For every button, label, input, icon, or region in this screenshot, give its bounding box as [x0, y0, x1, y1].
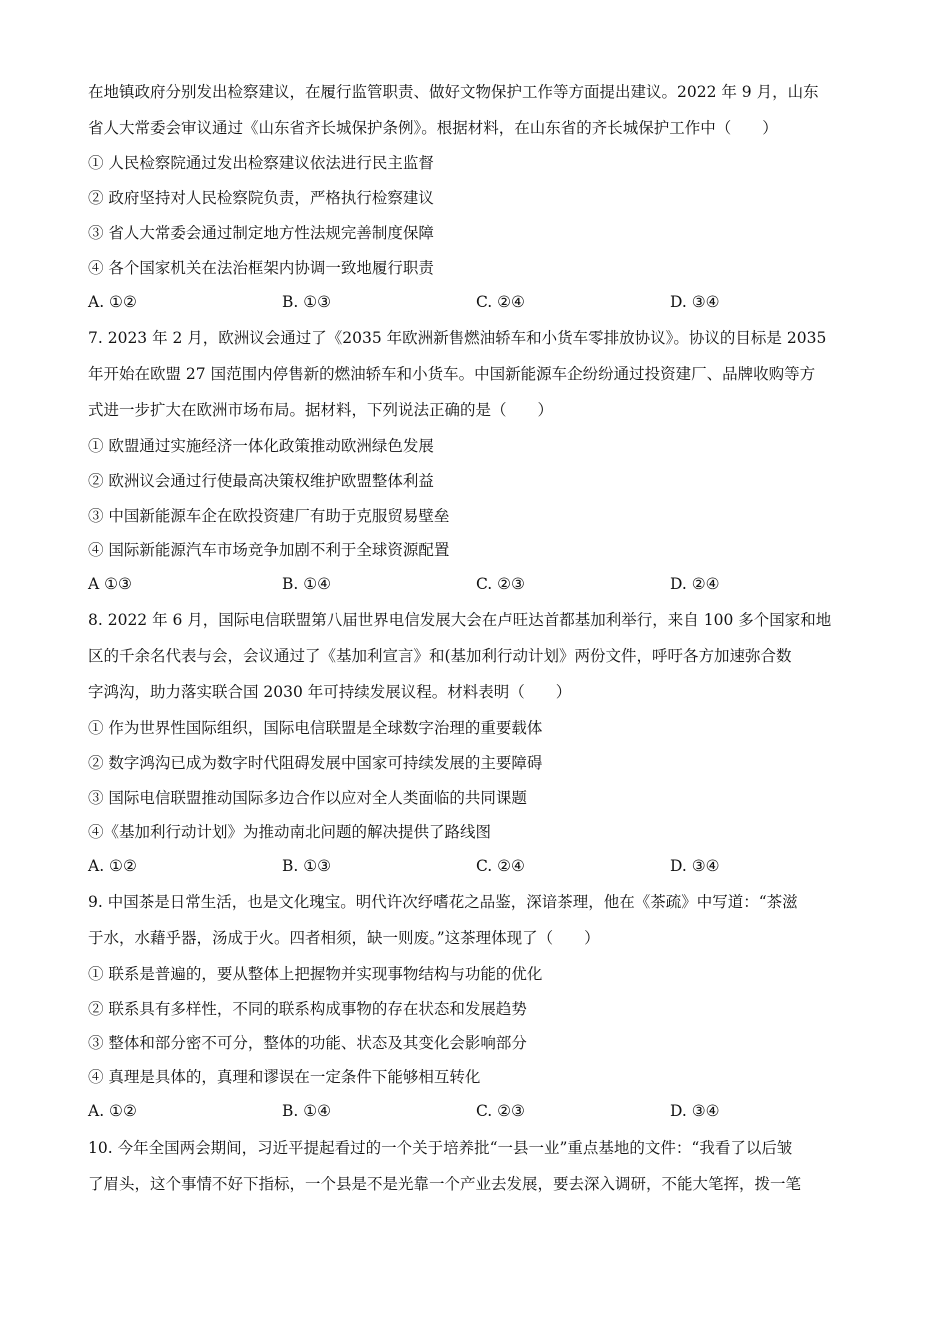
q7-item-3: ③ 中国新能源车企在欧投资建厂有助于克服贸易壁垒: [88, 507, 450, 525]
q9-choice-c: C. ②③: [476, 1102, 525, 1120]
q6-item-4: ④ 各个国家机关在法治框架内协调一致地履行职责: [88, 259, 434, 277]
q9-choice-d: D. ③④: [670, 1102, 720, 1120]
q8-item-3: ③ 国际电信联盟推动国际多边合作以应对全人类面临的共同课题: [88, 789, 527, 807]
q9-item-1: ① 联系是普遍的，要从整体上把握物并实现事物结构与功能的优化: [88, 965, 543, 983]
q7-item-1: ① 欧盟通过实施经济一体化政策推动欧洲绿色发展: [88, 437, 434, 455]
q9-stem-line-1: 9. 中国茶是日常生活，也是文化瑰宝。明代许次纾嗜花之品鉴，深谙茶理，他在《茶疏》中写道：“茶滋: [88, 893, 798, 911]
q7-choice-d: D. ②④: [670, 575, 720, 593]
q6-stem-line-1: 在地镇政府分别发出检察建议，在履行监管职责、做好文物保护工作等方面提出建议。2022 年 9 月，山东: [88, 83, 819, 101]
q7-choice-c: C. ②③: [476, 575, 525, 593]
q7-choice-b: B. ①④: [282, 575, 332, 593]
q7-stem-line-2: 年开始在欧盟 27 国范围内停售新的燃油轿车和小货车。中国新能源车企纷纷通过投资建厂、品牌收购等方: [88, 365, 816, 383]
q6-choice-d: D. ③④: [670, 293, 720, 311]
q10-stem-line-1: 10. 今年全国两会期间，习近平提起看过的一个关于培养批“一县一业”重点基地的文件：“我看了以后皱: [88, 1139, 793, 1157]
q7-item-4: ④ 国际新能源汽车市场竞争加剧不利于全球资源配置: [88, 541, 450, 559]
q8-stem-line-3: 字鸿沟，助力落实联合国 2030 年可持续发展议程。材料表明（ ）: [88, 683, 572, 701]
q6-stem-line-2: 省人大常委会审议通过《山东省齐长城保护条例》。根据材料，在山东省的齐长城保护工作中（ ）: [88, 119, 778, 137]
q7-choice-a: A ①③: [88, 575, 132, 593]
q9-choice-a: A. ①②: [88, 1102, 137, 1120]
q8-choice-c: C. ②④: [476, 857, 525, 875]
q9-choice-b: B. ①④: [282, 1102, 332, 1120]
q8-item-4: ④《基加利行动计划》为推动南北问题的解决提供了路线图: [88, 823, 492, 841]
q6-item-3: ③ 省人大常委会通过制定地方性法规完善制度保障: [88, 224, 434, 242]
q7-stem-line-1: 7. 2023 年 2 月，欧洲议会通过了《2035 年欧洲新售燃油轿车和小货车零排放协议》。协议的目标是 2035: [88, 329, 827, 347]
q7-item-2: ② 欧洲议会通过行使最高决策权维护欧盟整体利益: [88, 472, 434, 490]
q8-choice-b: B. ①③: [282, 857, 332, 875]
q6-choice-c: C. ②④: [476, 293, 525, 311]
q9-item-3: ③ 整体和部分密不可分，整体的功能、状态及其变化会影响部分: [88, 1034, 527, 1052]
q9-item-2: ② 联系具有多样性，不同的联系构成事物的存在状态和发展趋势: [88, 1000, 527, 1018]
q6-item-1: ① 人民检察院通过发出检察建议依法进行民主监督: [88, 154, 434, 172]
q9-item-4: ④ 真理是具体的，真理和谬误在一定条件下能够相互转化: [88, 1068, 481, 1086]
q8-choice-d: D. ③④: [670, 857, 720, 875]
q9-stem-line-2: 于水，水藉乎器，汤成于火。四者相须，缺一则废。”这茶理体现了（ ）: [88, 929, 600, 947]
q10-stem-line-2: 了眉头，这个事情不好下指标，一个县是不是光靠一个产业去发展，要去深入调研，不能大笔挥，拨一笔: [88, 1175, 802, 1193]
q6-item-2: ② 政府坚持对人民检察院负责，严格执行检察建议: [88, 189, 434, 207]
q8-item-1: ① 作为世界性国际组织，国际电信联盟是全球数字治理的重要载体: [88, 719, 543, 737]
q8-stem-line-2: 区的千余名代表与会，会议通过了《基加利宣言》和(基加利行动计划》两份文件，呼吁各方加速弥合数: [88, 647, 792, 665]
q6-choice-a: A. ①②: [88, 293, 137, 311]
q8-item-2: ② 数字鸿沟已成为数字时代阻碍发展中国家可持续发展的主要障碍: [88, 754, 543, 772]
q8-choice-a: A. ①②: [88, 857, 137, 875]
q8-stem-line-1: 8. 2022 年 6 月，国际电信联盟第八届世界电信发展大会在卢旺达首都基加利举行，来自 100 多个国家和地: [88, 611, 832, 629]
q7-stem-line-3: 式进一步扩大在欧洲市场布局。据材料，下列说法正确的是（ ）: [88, 401, 554, 419]
q6-choice-b: B. ①③: [282, 293, 332, 311]
